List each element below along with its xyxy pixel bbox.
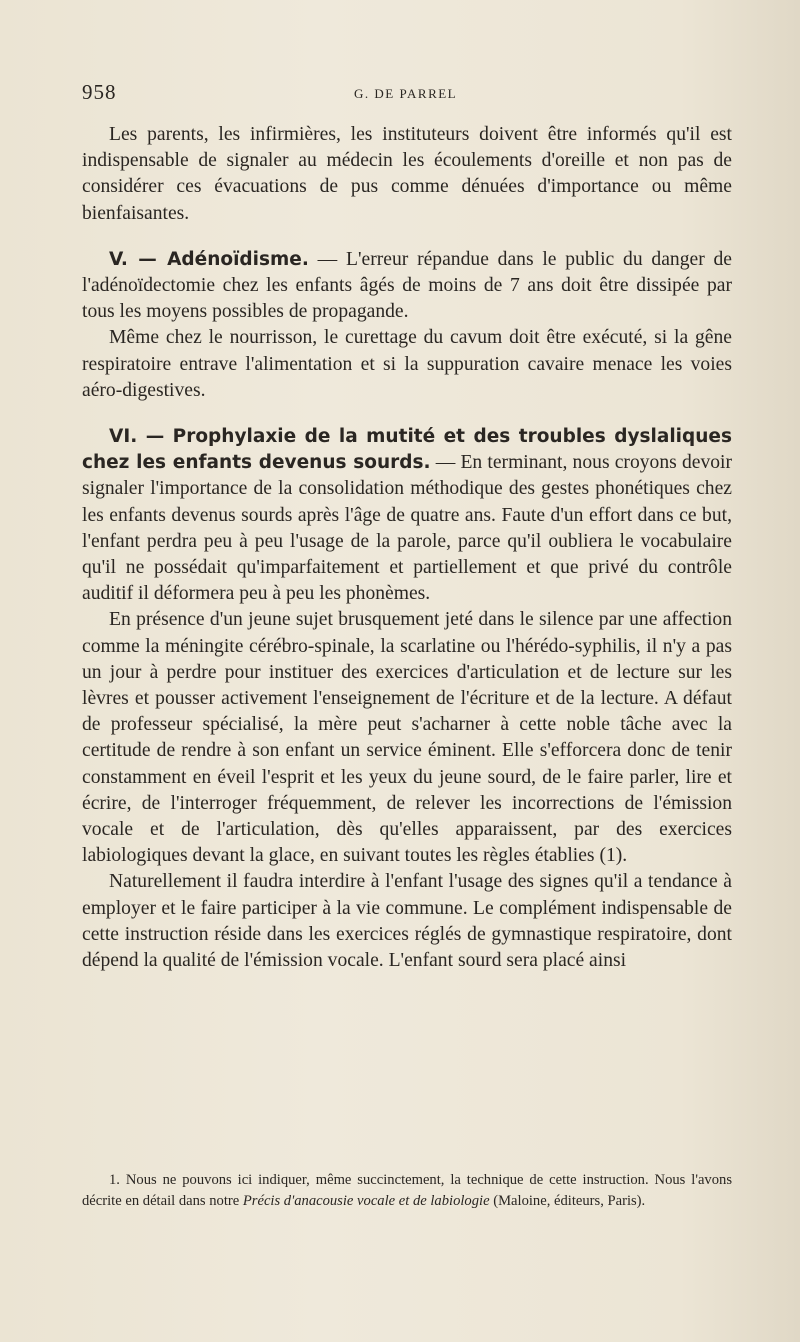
footnote-lead: 1. Nous ne pouvons ici indiquer, même succinctement, la technique de cette instruction. Nous l'avons décrite en détail dans notre <box>82 1172 732 1209</box>
paragraph-adenoidisme <box>82 247 732 326</box>
section-heading-v: V. — Adénoïdisme. <box>109 248 309 270</box>
paragraph-text: — En terminant, nous croyons devoir signaler l'importance de la consolidation méthodique des gestes phonétiques chez les enfants devenus sourds après l'âge de quatre ans. Faute d'un effort dans ce but, l'enfant perdra peu à peu l'usage de la parole, parce qu'il oubliera le vocabulaire qu'il ne possédait qu'imparfaitement et partiellement et que privé du contrôle auditif il déformera peu à peu les phonèmes. <box>82 452 733 605</box>
paragraph-prophylaxie <box>82 424 732 607</box>
paragraph-text: — L'erreur répandue dans le public du danger de l'adénoïdectomie chez les enfants âgés de moins de 7 ans doit être dissipée par tous les moyens possibles de propagande. <box>82 248 732 323</box>
section-heading-vi: VI. — Prophylaxie de la mutité et des troubles dyslaliques chez les enfants devenus sourds. <box>82 426 732 474</box>
page-number: 958 <box>82 80 117 104</box>
footnote-book-title: Précis d'anacousie vocale et de labiologie <box>242 1192 490 1209</box>
page-header <box>82 80 722 104</box>
paragraph-intro: Les parents, les infirmières, les instituteurs doivent être informés qu'il est indispensable de signaler au médecin les écoulements d'oreille et non pas de considérer ces évacuations de pus comme dénuées d'importance ou même bienfaisantes. <box>82 124 732 224</box>
paragraph-nourrisson: Même chez le nourrisson, le curettage du cavum doit être exécuté, si la gêne respiratoire entrave l'alimentation et si la suppuration cavaire menace les voies aéro-digestives. <box>82 327 732 401</box>
paragraph-naturellement: Naturellement il faudra interdire à l'enfant l'usage des signes qu'il a tendance à employer et le faire participer à la vie commune. Le complément indispensable de cette instruction réside dans les exercices réglés de gymnastique respiratoire, dont dépend la qualité de l'émission vocale. L'enfant sourd sera placé ainsi <box>82 871 732 972</box>
footnotes <box>82 1170 732 1211</box>
paragraph-presence: En présence d'un jeune sujet brusquement jeté dans le silence par une affection comme la méningite cérébro-spinale, la scarlatine ou l'hérédo-syphilis, il n'y a pas un jour à perdre pour instituer des exercices d'articulation et de lecture sur les lèvres et pousser activement l'enseignement de l'écriture et de la lecture. A défaut de professeur spécialisé, la mère peut s'acharner à cette noble tâche avec la certitude de rendre à son enfant un service éminent. Elle s'efforcera donc de tenir constamment en éveil l'esprit et les yeux du jeune sourd, de le faire parler, lire et écrire, de l'interroger fréquemment, de relever les incorrections de l'émission vocale et de l'articulation, dès qu'elles apparaissent, par des exercices labiologiques devant la glace, en suivant toutes les règles établies (1). <box>82 609 732 867</box>
footnote-1 <box>82 1170 732 1211</box>
running-head: G. DE PARREL <box>354 86 458 101</box>
footnote-tail: (Maloine, éditeurs, Paris). <box>489 1192 646 1209</box>
body-text <box>82 122 732 974</box>
